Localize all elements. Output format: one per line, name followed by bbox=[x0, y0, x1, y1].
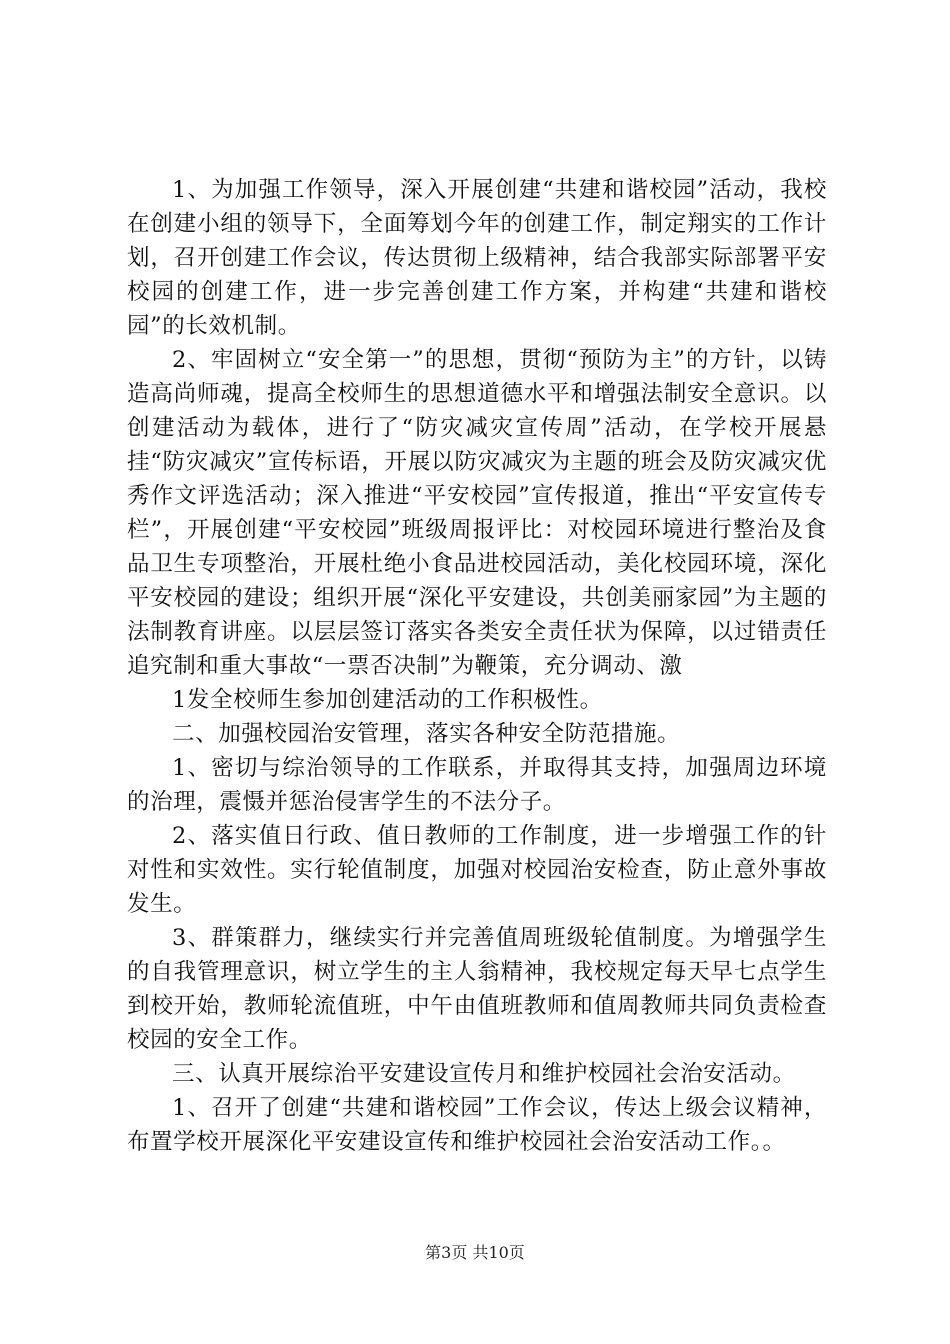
section-heading-3: 三、认真开展综治平安建设宣传月和维护校园社会治安活动。 bbox=[172, 1061, 796, 1087]
page-footer: 第3页 共10页 bbox=[425, 1243, 525, 1262]
paragraph-4: 1、密切与综治领导的工作联系，并取得其支持，加强周边环境的治理，震慑并惩治侵害学生的不法分子。 bbox=[127, 755, 827, 815]
document-body bbox=[127, 173, 827, 1159]
paragraph-5: 2、落实值日行政、值日教师的工作制度，进一步增强工作的针对性和实效性。实行轮值制度，加强对校园治安检查，防止意外事故发生。 bbox=[127, 823, 827, 917]
section-heading-2: 二、加强校园治安管理，落实各种安全防范措施。 bbox=[172, 721, 681, 747]
paragraph-7: 1、召开了创建“共建和谐校园”工作会议，传达上级会议精神，布置学校开展深化平安建设宣传和维护校园社会治安活动工作。。 bbox=[127, 1095, 827, 1155]
paragraph-2: 2、牢固树立“安全第一”的思想，贯彻“预防为主”的方针，以铸造高尚师魂，提高全校师生的思想道德水平和增强法制安全意识。以创建活动为载体，进行了“防灾减灾宣传周”活动，在学校开展悬挂“防灾减灾”宣传标语，开展以防灾减灾为主题的班会及防灾减灾优秀作文评选活动；深入推进“平安校园”宣传报道，推出“平安宣传专栏”，开展创建“平安校园”班级周报评比：对校园环境进行整治及食品卫生专项整治，开展杜绝小食品进校园活动，美化校园环境，深化平安校园的建设；组织开展“深化平安建设，共创美丽家园”为主题的法制教育讲座。以层层签订落实各类安全责任状为保障，以过错责任追究制和重大事故“一票否决制”为鞭策，充分调动、激 bbox=[127, 347, 827, 679]
paragraph-6: 3、群策群力，继续实行并完善值周班级轮值制度。为增强学生的自我管理意识，树立学生的主人翁精神，我校规定每天早七点学生到校开始，教师轮流值班，中午由值班教师和值周教师共同负责检查校园的安全工作。 bbox=[127, 925, 827, 1053]
paragraph-1: 1、为加强工作领导，深入开展创建“共建和谐校园”活动，我校在创建小组的领导下，全面筹划今年的创建工作，制定翔实的工作计划，召开创建工作会议，传达贯彻上级精神，结合我部实际部署平安校园的创建工作，进一步完善创建工作方案，并构建“共建和谐校园”的长效机制。 bbox=[127, 177, 827, 339]
paragraph-3: 1发全校师生参加创建活动的工作积极性。 bbox=[172, 687, 603, 713]
